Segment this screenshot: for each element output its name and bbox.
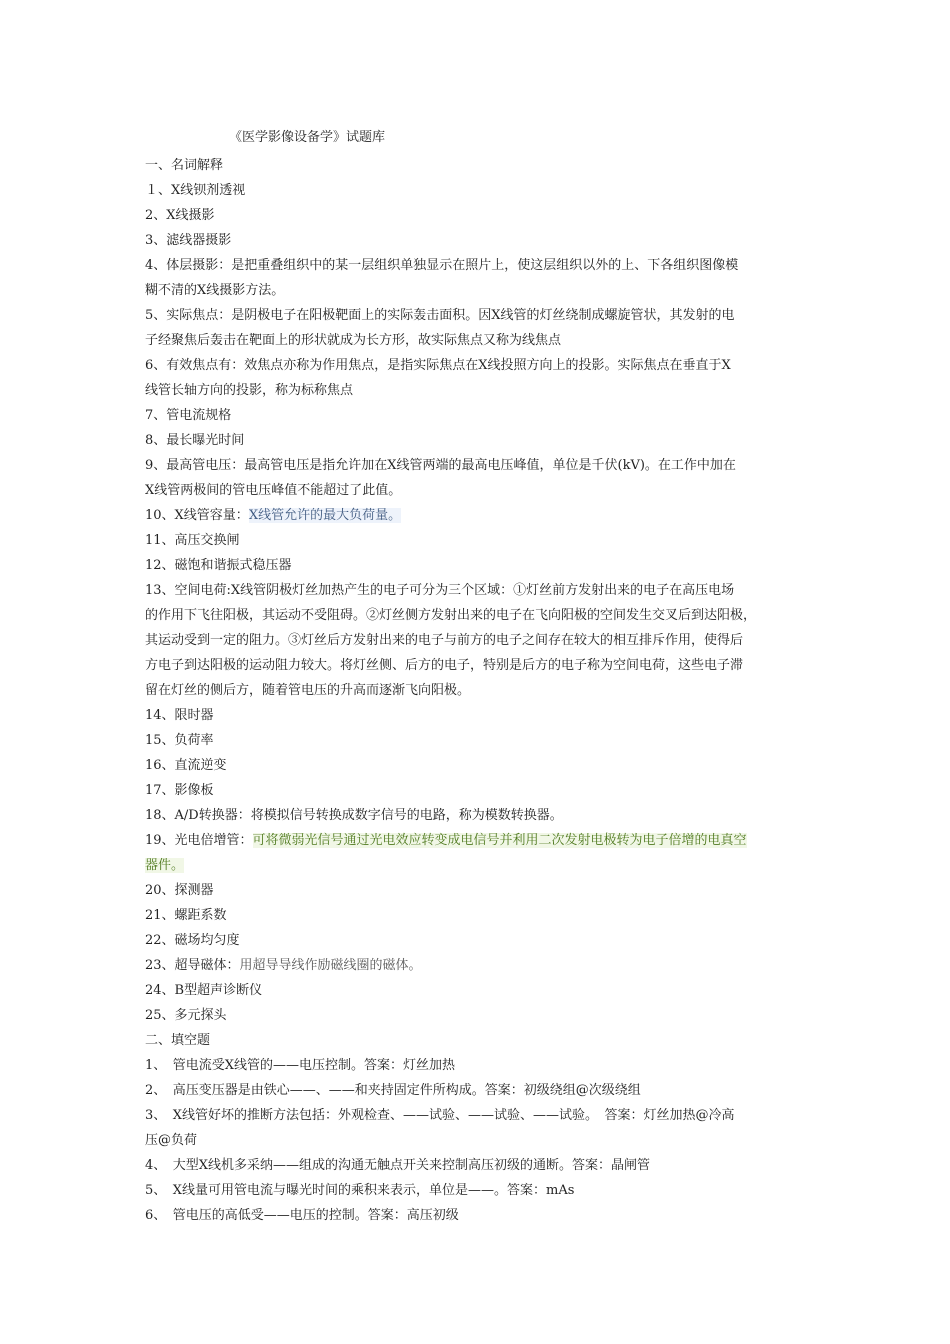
list-item: 3、滤线器摄影 xyxy=(145,233,232,248)
list-item: 11、高压交换闸 xyxy=(145,533,240,548)
list-item-continuation: 其运动受到一定的阻力。③灯丝后方发射出来的电子与前方的电子之间存在较大的相互排斥作用，使得后 xyxy=(145,633,744,648)
question-item: 3、 X线管好坏的推断方法包括：外观检查、——试验、——试验、——试验。 答案：灯丝加热@冷高 xyxy=(145,1108,735,1123)
list-item-continuation: 子经聚焦后轰击在靶面上的形状就成为长方形，故实际焦点又称为线焦点 xyxy=(145,333,562,348)
list-item: 6、有效焦点有：效焦点亦称为作用焦点，是指实际焦点在X线投照方向上的投影。实际焦点在垂直于X xyxy=(145,358,731,373)
list-item-continuation: X线管两极间的管电压峰值不能超过了此值。 xyxy=(145,483,402,498)
document-body xyxy=(145,128,815,1228)
document-title: 《医学影像设备学》试题库 xyxy=(229,130,386,145)
list-item-continuation: 留在灯丝的侧后方，随着管电压的升高而逐渐飞向阳极。 xyxy=(145,683,471,698)
list-item: 16、直流逆变 xyxy=(145,758,227,773)
highlighted-definition: X线管允许的最大负荷量。 xyxy=(248,508,402,523)
question-item: 2、 高压变压器是由铁心——、——和夹持固定件所构成。答案：初级绕组@次级绕组 xyxy=(145,1083,641,1098)
list-item: 12、磁饱和谐振式稳压器 xyxy=(145,558,292,573)
list-item: 5、实际焦点：是阴极电子在阳极靶面上的实际轰击面积。因X线管的灯丝绕制成螺旋管状，其发射的电 xyxy=(145,308,735,323)
term-label: 19、光电倍增管： xyxy=(145,833,253,848)
list-item: １、X线钡剂透视 xyxy=(145,183,246,198)
question-item: 4、 大型X线机多采纳——组成的沟通无触点开关来控制高压初级的通断。答案：晶闸管 xyxy=(145,1158,651,1173)
list-item: 8、最长曝光时间 xyxy=(145,433,245,448)
list-item: 2、X线摄影 xyxy=(145,208,215,223)
list-item-continuation: 方电子到达阳极的运动阻力较大。将灯丝侧、后方的电子，特别是后方的电子称为空间电荷，这些电子滞 xyxy=(145,658,744,673)
list-item xyxy=(145,828,815,853)
list-item: 7、管电流规格 xyxy=(145,408,232,423)
term-label: 10、X线管容量： xyxy=(145,508,249,523)
definition-text: 用超导导线作励磁线圈的磁体。 xyxy=(239,958,422,973)
list-item: 18、A/D转换器：将模拟信号转换成数字信号的电路，称为模数转换器。 xyxy=(145,808,563,823)
list-item: 24、B型超声诊断仪 xyxy=(145,983,263,998)
highlighted-definition: 可将微弱光信号通过光电效应转变成电信号并利用二次发射电极转为电子倍增的电真空 xyxy=(252,833,747,848)
list-item-continuation: 糊不清的X线摄影方法。 xyxy=(145,283,285,298)
list-item: 20、探测器 xyxy=(145,883,214,898)
list-item: 17、影像板 xyxy=(145,783,214,798)
question-item-continuation: 压@负荷 xyxy=(145,1133,198,1148)
list-item-continuation xyxy=(145,853,815,878)
highlighted-definition: 器件。 xyxy=(145,858,185,873)
list-item xyxy=(145,503,815,528)
list-item: 21、螺距系数 xyxy=(145,908,227,923)
question-item: 5、 X线量可用管电流与曝光时间的乘积来表示，单位是——。答案：mAs xyxy=(145,1183,575,1198)
section-heading-fill-in: 二、填空题 xyxy=(145,1033,211,1048)
list-item-continuation: 的作用下飞往阳极，其运动不受阻碍。②灯丝侧方发射出来的电子在飞向阳极的空间发生交叉后到达阳极， xyxy=(145,608,757,623)
list-item-continuation: 线管长轴方向的投影，称为标称焦点 xyxy=(145,383,354,398)
list-item: 15、负荷率 xyxy=(145,733,214,748)
list-item: 22、磁场均匀度 xyxy=(145,933,240,948)
question-item: 1、 管电流受X线管的——电压控制。答案：灯丝加热 xyxy=(145,1058,456,1073)
list-item xyxy=(145,953,815,978)
list-item: 25、多元探头 xyxy=(145,1008,227,1023)
section-heading-definitions: 一、名词解释 xyxy=(145,158,224,173)
list-item: 9、最高管电压：最高管电压是指允许加在X线管两端的最高电压峰值，单位是千伏(kV)。在工作中加在 xyxy=(145,458,736,473)
list-item: 13、空间电荷:X线管阴极灯丝加热产生的电子可分为三个区域：①灯丝前方发射出来的电子在高压电场 xyxy=(145,583,735,598)
term-label: 23、超导磁体： xyxy=(145,958,240,973)
list-item: 4、体层摄影：是把重叠组织中的某一层组织单独显示在照片上，使这层组织以外的上、下各组织图像模 xyxy=(145,258,739,273)
question-item: 6、 管电压的高低受——电压的控制。答案：高压初级 xyxy=(145,1208,459,1223)
list-item: 14、限时器 xyxy=(145,708,214,723)
